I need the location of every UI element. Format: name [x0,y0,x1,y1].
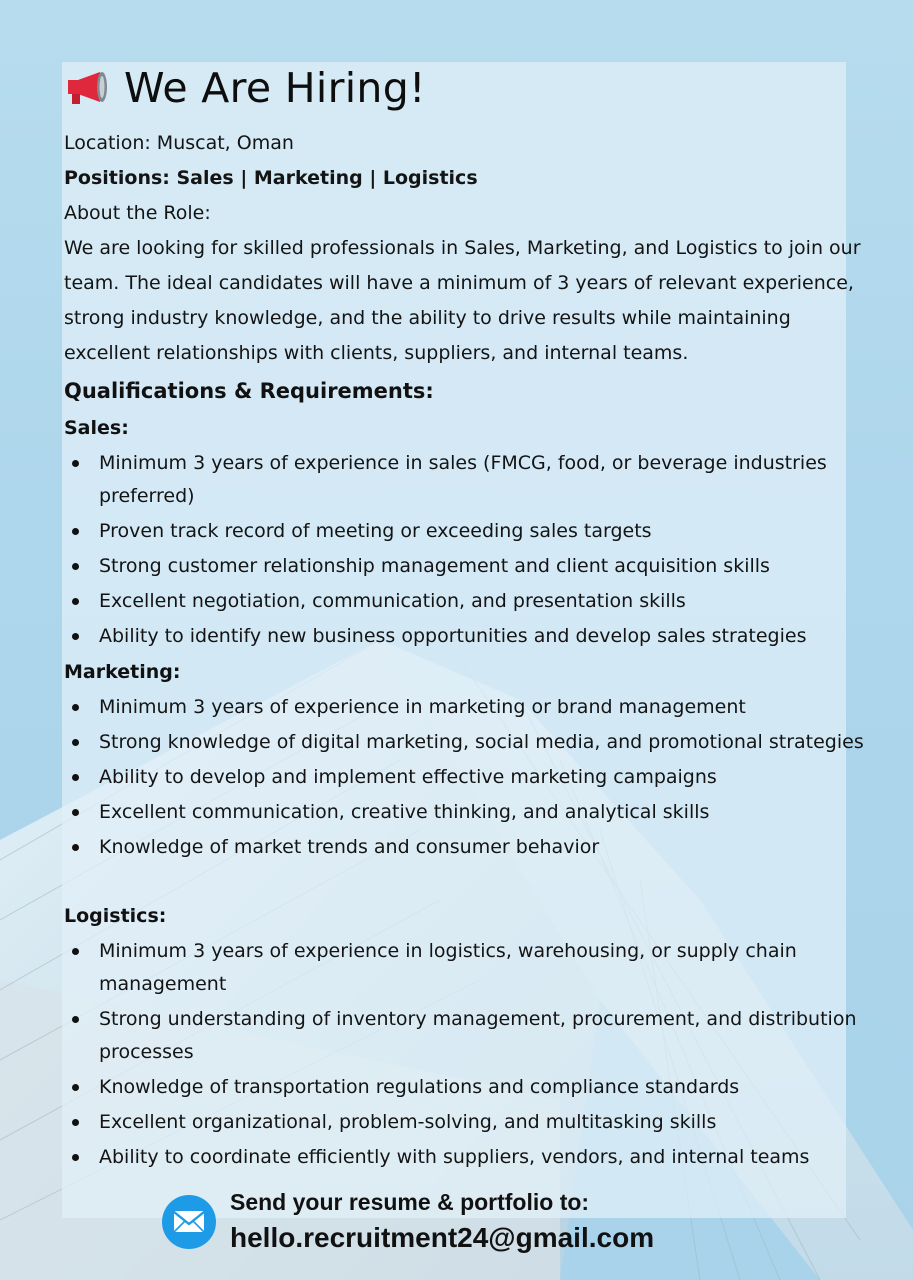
sales-list [64,446,864,654]
list-item: Excellent negotiation, communication, and presentation skills [64,584,864,619]
list-item: Minimum 3 years of experience in logistics, warehousing, or supply chain management [64,934,864,1002]
list-item: Strong customer relationship management and client acquisition skills [64,549,864,584]
page-title [64,62,426,114]
logistics-list [64,934,864,1175]
list-item: Ability to develop and implement effective marketing campaigns [64,760,864,795]
list-item: Minimum 3 years of experience in marketing or brand management [64,690,864,725]
marketing-list [64,690,864,865]
about-paragraph: We are looking for skilled professionals in Sales, Marketing, and Logistics to join our team. The ideal candidates will have a minimum of 3 years of relevant experience, strong industry knowledge, and the ability to drive results while maintaining excellent relationships with clients, suppliers, and internal teams. [64,237,861,364]
contact-email[interactable]: hello.recruitment24@gmail.com [230,1222,655,1253]
sales-heading: Sales: [64,417,129,439]
megaphone-icon [64,70,116,106]
qualifications-title: Qualifications & Requirements: [64,379,434,403]
location-text: Location: Muscat, Oman [64,132,294,154]
list-item: Ability to identify new business opportunities and develop sales strategies [64,619,864,654]
list-item: Knowledge of transportation regulations and compliance standards [64,1070,864,1105]
list-item: Strong knowledge of digital marketing, social media, and promotional strategies [64,725,864,760]
list-item: Excellent communication, creative thinking, and analytical skills [64,795,864,830]
about-heading: About the Role: [64,202,211,224]
contact-label: Send your resume & portfolio to: [230,1189,590,1215]
list-item: Knowledge of market trends and consumer behavior [64,830,864,865]
marketing-heading: Marketing: [64,661,181,683]
list-item: Ability to coordinate efficiently with suppliers, vendors, and internal teams [64,1140,864,1175]
list-item: Proven track record of meeting or exceeding sales targets [64,514,864,549]
positions-text: Positions: Sales | Marketing | Logistics [64,167,478,189]
headline-text: We Are Hiring! [124,64,426,112]
envelope-icon [162,1195,216,1249]
logistics-heading: Logistics: [64,905,167,927]
list-item: Minimum 3 years of experience in sales (FMCG, food, or beverage industries preferred) [64,446,864,514]
list-item: Excellent organizational, problem-solving, and multitasking skills [64,1105,864,1140]
list-item: Strong understanding of inventory management, procurement, and distribution processes [64,1002,864,1070]
